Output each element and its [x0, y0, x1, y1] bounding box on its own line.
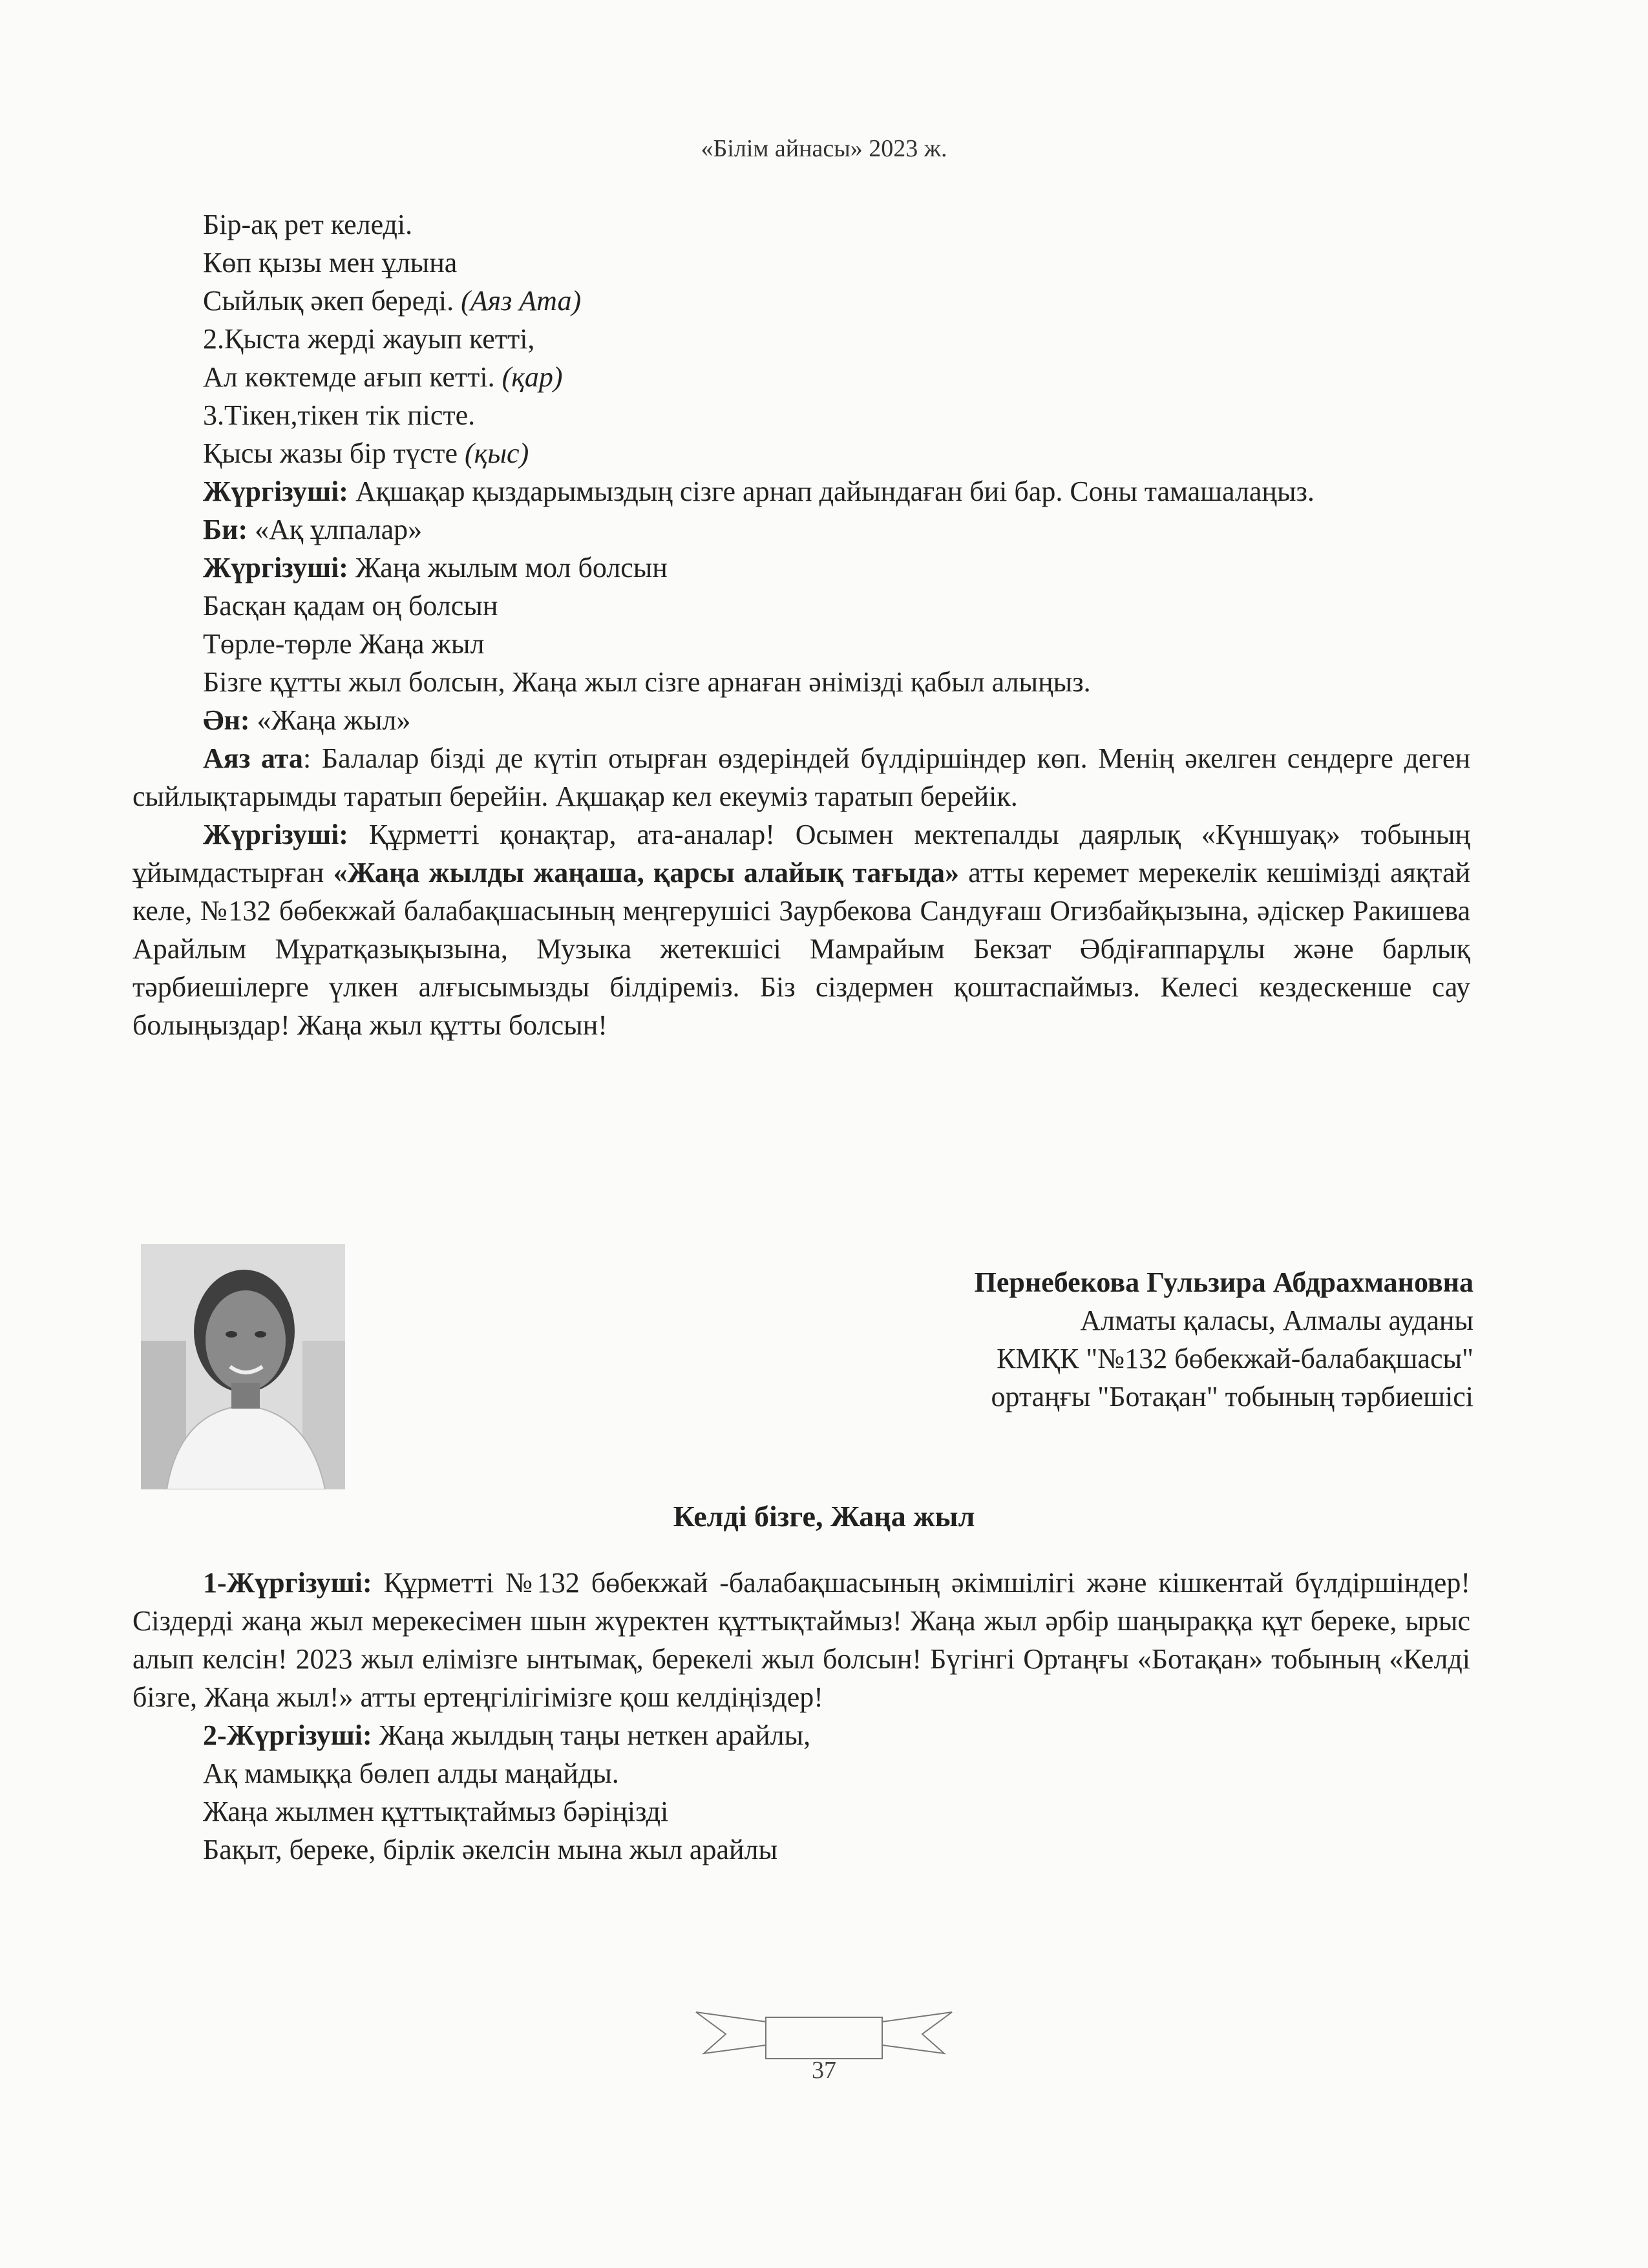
top-text-block [132, 205, 1470, 1044]
speaker-label: 1-Жүргізуші: [203, 1567, 372, 1599]
paragraph [132, 1716, 1470, 1754]
paragraph-text: Құрметті №132 бөбекжай -балабақшасының әкімшілігі және кішкентай бүлдіршіндер! Сіздерді жаңа жыл мерекесімен шын жүректен құттықтаймыз! Жаңа жыл әрбір шаңыраққа құт береке, ырыс алып келсін! 2023 жыл елімізге ынтымақ, берекелі жыл болсын! Бүгінгі Ортаңғы «Ботақан» тобының «Келді бізге, Жаңа жыл!» атты ертеңгілігімізге қош келдіңіздер! [132, 1567, 1470, 1713]
speaker-label: 2-Жүргізуші: [203, 1719, 372, 1751]
speaker-label: Ән: [203, 704, 250, 736]
paragraph-text: Құрметті қонақтар, ата-аналар! Осымен мектепалды даярлық «Күншуақ» тобының ұйымдастырған [132, 819, 1470, 888]
poem-text: Ал көктемде ағып кетті. [203, 361, 502, 393]
page-number-ribbon [695, 2008, 953, 2060]
poem-line: Бізге құтты жыл болсын, Жаңа жыл сізге арнаған әнімізді қабыл алыңыз. [203, 666, 1091, 698]
poem-line: Бақыт, береке, бірлік әкелсін мына жыл арайлы [203, 1834, 778, 1865]
poem-line: 3.Тікен,тікен тік пісте. [203, 399, 476, 431]
paragraph-text: Жаңа жылым мол болсын [348, 552, 668, 583]
poem-text: Қысы жазы бір түсте [203, 437, 465, 469]
poem-text: Сыйлық әкеп береді. [203, 285, 461, 317]
poem-line: Бір-ақ рет келеді. [203, 209, 413, 240]
poem-line: Басқан қадам оң болсын [203, 590, 498, 622]
paragraph [132, 510, 1470, 549]
bottom-text-block [132, 1564, 1470, 1869]
paragraph-text: «Жаңа жыл» [249, 704, 411, 736]
author-position: ортаңғы "Ботақан" тобының тәрбиешісі [991, 1381, 1474, 1412]
riddle-answer: (Аяз Ата) [461, 285, 582, 317]
poem-line: 2.Қыста жерді жауып кетті, [203, 323, 535, 355]
author-photo-image [141, 1244, 345, 1489]
paragraph [132, 1564, 1470, 1716]
poem-line: Жаңа жылмен құттықтаймыз бәріңізді [203, 1796, 669, 1827]
running-header: «Білім айнасы» 2023 ж. [701, 135, 947, 162]
paragraph [132, 701, 1470, 739]
speaker-label: Жүргізуші: [203, 476, 348, 507]
speaker-label: Жүргізуші: [203, 819, 348, 850]
paragraph-text: : Балалар бізді де күтіп отырған өздеріндей бүлдіршіндер көп. Менің әкелген сендерге деген сыйлықтарымды таратып берейін. Ақшақар кел екеуміз таратып берейік. [132, 742, 1470, 812]
poem-line: Төрле-төрле Жаңа жыл [203, 628, 485, 660]
poem-line: Көп қызы мен ұлына [203, 247, 458, 278]
poem-line [132, 358, 1470, 396]
author-info [698, 1263, 1474, 1416]
poem-line [132, 434, 1470, 472]
paragraph [132, 549, 1470, 587]
paragraph-text: атты керемет мерекелік кешімізді аяқтай келе, №132 бөбекжай балабақшасының меңгерушісі Заурбекова Сандуғаш Огизбайқызына, әдіскер Ракишева Арайлым Мұратқазықызына, Музыка жетекшісі Мамрайым Бекзат Әбдіғаппарұлы және барлық тәрбиешілерге үлкен алғысымызды білдіреміз. Біз сіздермен қоштаспаймыз. Келесі кездескенше сау болыңыздар! Жаңа жыл құтты болсын! [132, 857, 1471, 1041]
author-name: Пернебекова Гульзира Абдрахмановна [974, 1266, 1474, 1298]
paragraph-text: «Ақ ұлпалар» [248, 514, 423, 545]
author-location: Алматы қаласы, Алмалы ауданы [1080, 1305, 1474, 1336]
author-organization: КМҚК "№132 бөбекжай-балабақшасы" [997, 1343, 1474, 1374]
page-number: 37 [812, 2057, 836, 2084]
paragraph [132, 815, 1470, 1044]
speaker-label: Аяз ата [203, 742, 303, 774]
paragraph-text: Ақшақар қыздарымыздың сізге арнап дайындаған биі бар. Соны тамашалаңыз. [348, 476, 1315, 507]
poem-line [132, 282, 1470, 320]
poem-line: Ақ мамыққа бөлеп алды маңайды. [203, 1758, 619, 1789]
author-photo [141, 1244, 345, 1489]
riddle-answer: (қыс) [465, 437, 529, 469]
paragraph [132, 472, 1470, 510]
article-title: Келді бізге, Жаңа жыл [673, 1500, 975, 1533]
paragraph-text: Жаңа жылдың таңы неткен арайлы, [372, 1719, 811, 1751]
riddle-answer: (қар) [502, 361, 563, 393]
event-title: «Жаңа жылды жаңаша, қарсы алайық тағыда» [333, 857, 960, 888]
speaker-label: Жүргізуші: [203, 552, 348, 583]
paragraph [132, 739, 1470, 815]
speaker-label: Би: [203, 514, 248, 545]
